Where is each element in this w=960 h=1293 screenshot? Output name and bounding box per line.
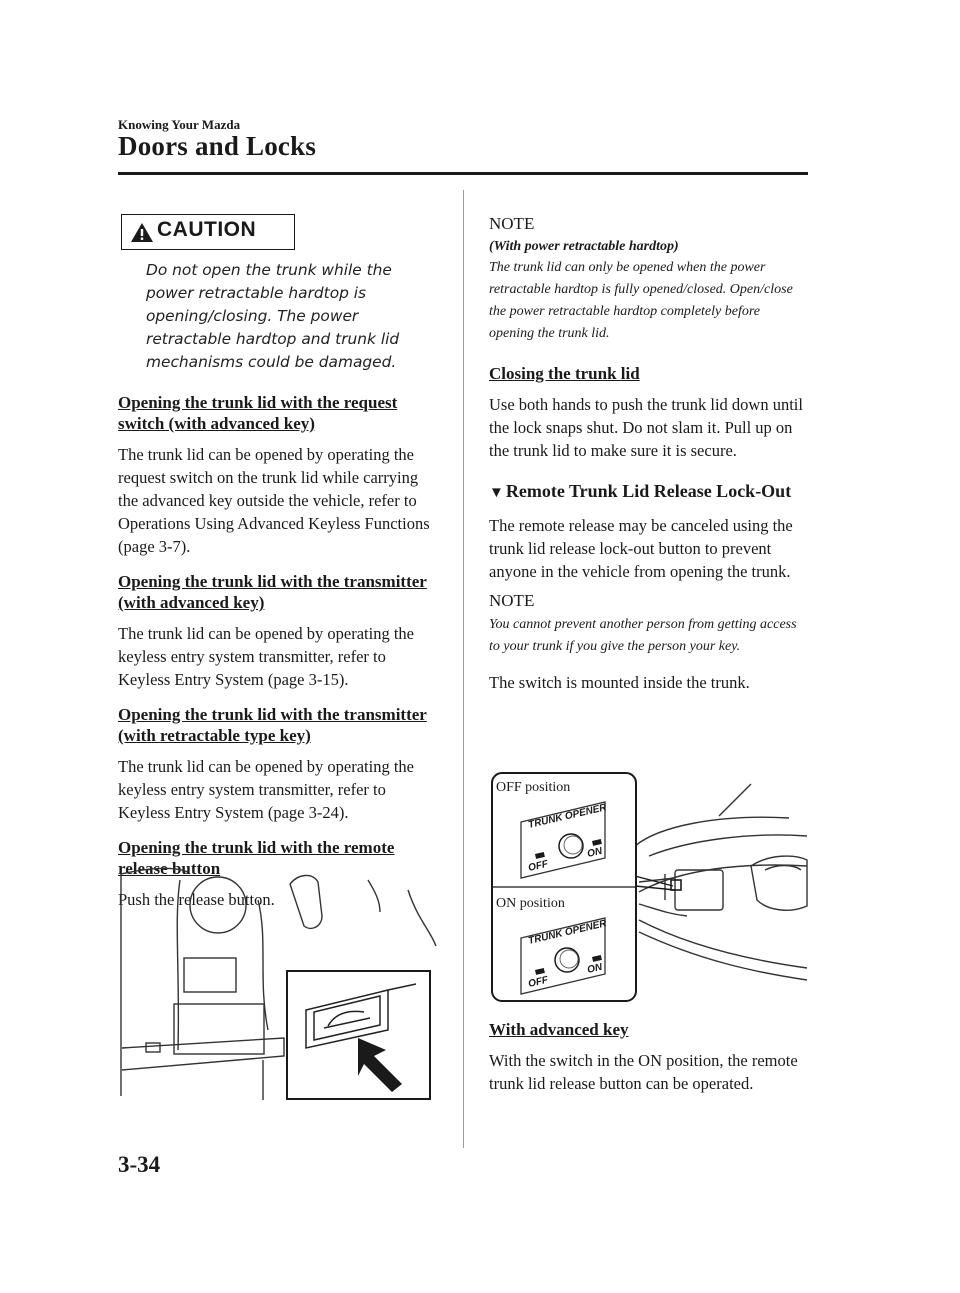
section-body: The trunk lid can be opened by operating the request switch on the trunk lid while carrying the advanced key outside the vehicle, refer to Operations Using Advanced Keyless Functions (page 3-7). bbox=[118, 445, 430, 556]
switch-on-text: ON bbox=[586, 845, 604, 860]
advanced-heading: With advanced key bbox=[489, 1020, 629, 1039]
section-transmitter-advanced bbox=[118, 571, 436, 691]
section-heading: Opening the trunk lid with the transmitter (with retractable type key) bbox=[118, 705, 427, 745]
section-body: The trunk lid can be opened by operating the keyless entry system transmitter, refer to Keyless Entry System (page 3-24). bbox=[118, 757, 414, 822]
column-divider bbox=[463, 190, 464, 1148]
section-heading: Opening the trunk lid with the request switch (with advanced key) bbox=[118, 393, 398, 433]
triangle-marker-icon: ▼ bbox=[489, 485, 504, 501]
on-position-label: ON position bbox=[496, 896, 565, 911]
lockout-heading bbox=[489, 481, 807, 502]
trunk-opener-illustration bbox=[489, 770, 809, 1006]
note-text: The trunk lid can only be opened when the power retractable hardtop is fully opened/closed. Open/close the power retractable hardtop completely before opening the trunk lid. bbox=[489, 260, 793, 341]
switch-on-text: ON bbox=[586, 961, 604, 976]
advanced-body: With the switch in the ON position, the remote trunk lid release button can be operated. bbox=[489, 1051, 798, 1093]
switch-off-text: OFF bbox=[527, 858, 550, 874]
lockout-body: The remote release may be canceled using the trunk lid release lock-out button to prevent anyone in the vehicle from opening the trunk. bbox=[489, 516, 793, 581]
left-column bbox=[118, 214, 436, 911]
section-heading: Opening the trunk lid with the transmitter (with advanced key) bbox=[118, 572, 427, 612]
section-transmitter-retractable bbox=[118, 704, 436, 824]
warning-icon bbox=[130, 222, 154, 243]
caution-label: CAUTION bbox=[157, 218, 257, 241]
section-body: Push the release button. bbox=[118, 890, 275, 909]
note-text: You cannot prevent another person from getting access to your trunk if you give the person your key. bbox=[489, 617, 797, 654]
header-rule bbox=[118, 172, 808, 175]
note-heading: NOTE bbox=[489, 214, 535, 233]
switch-off-text: OFF bbox=[527, 974, 550, 990]
section-label: Knowing Your Mazda bbox=[118, 117, 241, 132]
note-subheading: (With power retractable hardtop) bbox=[489, 239, 679, 254]
section-heading: Opening the trunk lid with the remote release button bbox=[118, 838, 395, 878]
section-request-switch bbox=[118, 392, 436, 558]
closing-heading: Closing the trunk lid bbox=[489, 364, 640, 383]
switch-brand-label: TRUNK OPENER bbox=[527, 802, 608, 831]
switch-location-text: The switch is mounted inside the trunk. bbox=[489, 673, 750, 692]
caution-text: Do not open the trunk while the power retractable hardtop is opening/closing. The power retractable hardtop and trunk lid mechanisms could be damaged. bbox=[146, 261, 400, 371]
release-button-illustration bbox=[118, 860, 438, 1106]
lockout-heading-text: Remote Trunk Lid Release Lock-Out bbox=[505, 481, 792, 501]
off-position-label: OFF position bbox=[496, 780, 571, 795]
page-title: Doors and Locks bbox=[118, 131, 317, 161]
caution-box bbox=[121, 214, 295, 250]
page-number: 3-34 bbox=[118, 1152, 161, 1177]
closing-body: Use both hands to push the trunk lid down until the lock snaps shut. Do not slam it. Pull up on the trunk lid to make sure it is secure. bbox=[489, 395, 803, 460]
right-column bbox=[489, 214, 807, 694]
advanced-key-section bbox=[489, 1019, 807, 1095]
switch-brand-label: TRUNK OPENER bbox=[527, 918, 608, 947]
note-heading: NOTE bbox=[489, 591, 535, 610]
section-body: The trunk lid can be opened by operating the keyless entry system transmitter, refer to Keyless Entry System (page 3-15). bbox=[118, 624, 414, 689]
